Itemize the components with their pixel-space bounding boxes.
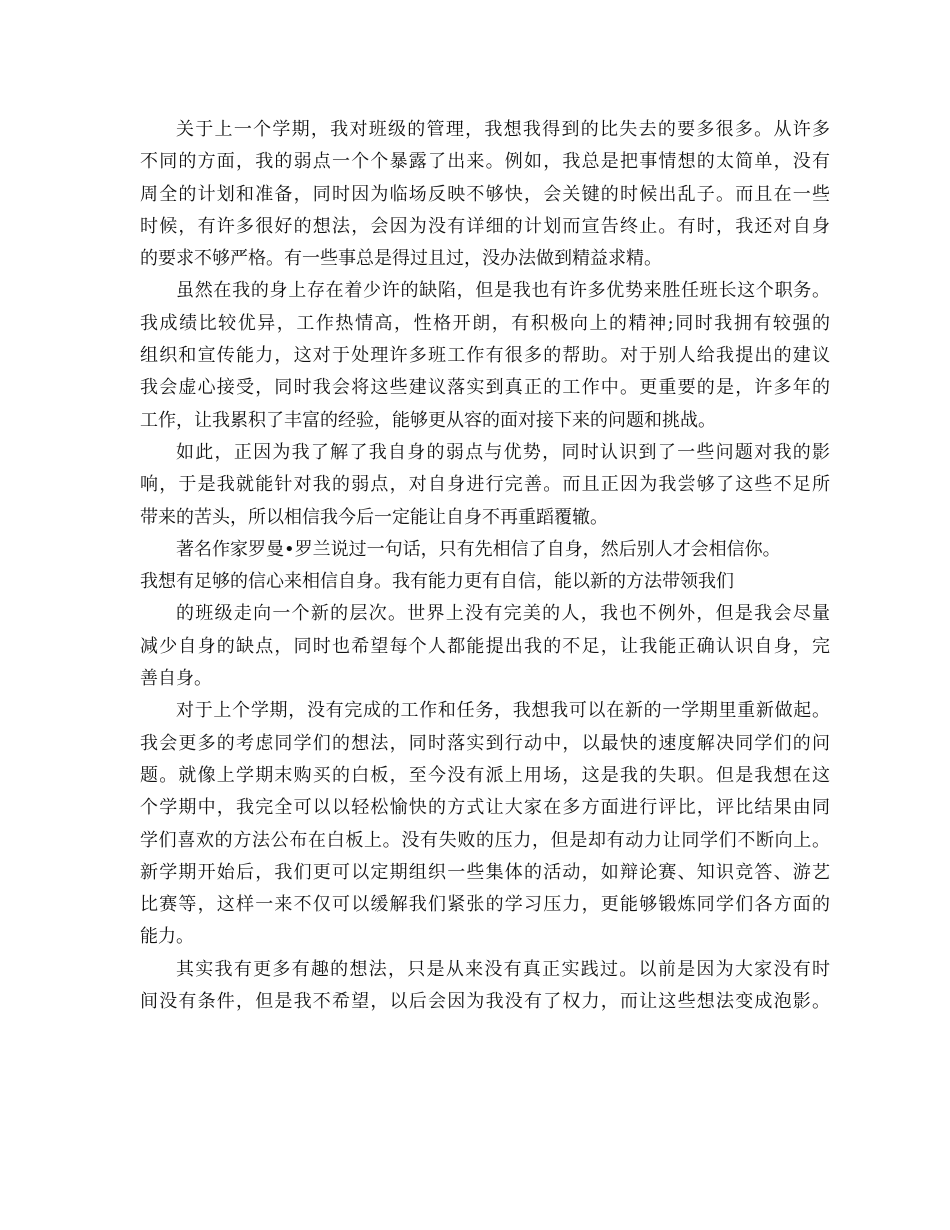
text-line: 著名作家罗曼•罗兰说过一句话，只有先相信了自身，然后别人才会相信你。 bbox=[176, 538, 781, 560]
document-body bbox=[140, 114, 830, 1018]
text-line: 不同的方面，我的弱点一个个暴露了出来。例如，我总是把事情想的太简单，没有 bbox=[140, 151, 830, 173]
text-line: 如此，正因为我了解了我自身的弱点与优势，同时认识到了一些问题对我的影 bbox=[176, 441, 830, 463]
text-line: 时候，有许多很好的想法，会因为没有详细的计划而宣告终止。有时，我还对自身 bbox=[140, 215, 830, 237]
text-line: 我会更多的考虑同学们的想法，同时落实到行动中，以最快的速度解决同学们的问 bbox=[140, 732, 830, 754]
text-line: 虽然在我的身上存在着少许的缺陷，但是我也有许多优势来胜任班长这个职务。 bbox=[176, 280, 830, 302]
text-line: 间没有条件，但是我不希望，以后会因为我没有了权力，而让这些想法变成泡影。 bbox=[140, 991, 830, 1013]
text-line: 个学期中，我完全可以以轻松愉快的方式让大家在多方面进行评比，评比结果由同 bbox=[140, 797, 830, 819]
text-line: 新学期开始后，我们更可以定期组织一些集体的活动，如辩论赛、知识竞答、游艺 bbox=[140, 861, 830, 883]
text-line: 对于上个学期，没有完成的工作和任务，我想我可以在新的一学期里重新做起。 bbox=[176, 700, 830, 722]
text-line: 的班级走向一个新的层次。世界上没有完美的人，我也不例外，但是我会尽量 bbox=[176, 603, 830, 625]
text-line: 我成绩比较优异，工作热情高，性格开朗，有积极向上的精神;同时我拥有较强的 bbox=[140, 312, 830, 334]
text-line: 的要求不够严格。有一些事总是得过且过，没办法做到精益求精。 bbox=[140, 248, 662, 270]
text-line: 题。就像上学期末购买的白板，至今没有派上用场，这是我的失职。但是我想在这 bbox=[140, 764, 830, 786]
text-line: 我想有足够的信心来相信自身。我有能力更有自信，能以新的方法带领我们 bbox=[140, 571, 734, 593]
text-line: 比赛等，这样一来不仅可以缓解我们紧张的学习压力，更能够锻炼同学们各方面的 bbox=[140, 894, 830, 916]
text-line: 响，于是我就能针对我的弱点，对自身进行完善。而且正因为我尝够了这些不足所 bbox=[140, 474, 830, 496]
text-line: 能力。 bbox=[140, 926, 194, 948]
text-line: 关于上一个学期，我对班级的管理，我想我得到的比失去的要多很多。从许多 bbox=[176, 119, 830, 140]
text-line: 减少自身的缺点，同时也希望每个人都能提出我的不足，让我能正确认识自身，完 bbox=[140, 635, 830, 657]
text-line: 带来的苦头，所以相信我今后一定能让自身不再重蹈覆辙。 bbox=[140, 506, 608, 528]
text-line: 我会虚心接受，同时我会将这些建议落实到真正的工作中。更重要的是，许多年的 bbox=[140, 377, 830, 399]
text-line: 周全的计划和准备，同时因为临场反映不够快，会关键的时候出乱子。而且在一些 bbox=[140, 183, 830, 205]
text-line: 其实我有更多有趣的想法，只是从来没有真正实践过。以前是因为大家没有时 bbox=[176, 958, 830, 980]
text-line: 善自身。 bbox=[140, 668, 212, 690]
text-line: 学们喜欢的方法公布在白板上。没有失败的压力，但是却有动力让同学们不断向上。 bbox=[140, 829, 830, 851]
text-line: 工作，让我累积了丰富的经验，能够更从容的面对接下来的问题和挑战。 bbox=[140, 409, 716, 431]
text-line: 组织和宣传能力，这对于处理许多班工作有很多的帮助。对于别人给我提出的建议 bbox=[140, 345, 830, 367]
